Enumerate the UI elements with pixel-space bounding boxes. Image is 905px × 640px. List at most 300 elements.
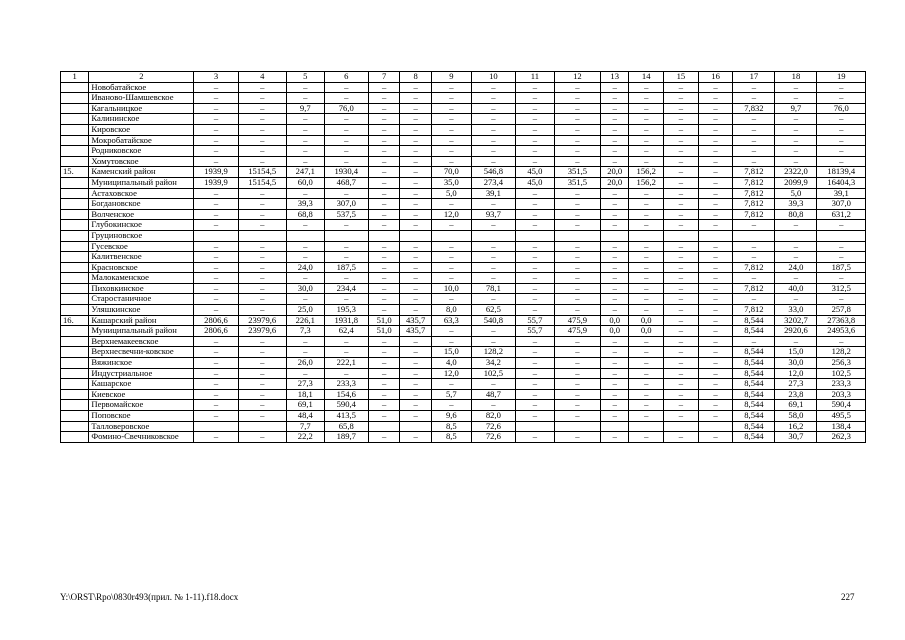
value-cell: – [368, 411, 400, 422]
value-cell: – [431, 241, 471, 252]
value-cell: 27,3 [286, 379, 324, 390]
value-cell: – [775, 252, 817, 263]
value-cell: 9,7 [286, 103, 324, 114]
value-cell: – [238, 156, 286, 167]
table-row [61, 156, 866, 167]
value-cell: – [629, 135, 664, 146]
value-cell: – [194, 156, 238, 167]
value-cell: – [194, 82, 238, 93]
value-cell: – [471, 241, 515, 252]
value-cell: 8,544 [733, 432, 775, 443]
value-cell: – [698, 347, 733, 358]
value-cell: – [515, 146, 554, 157]
value-cell: 24,0 [775, 262, 817, 273]
value-cell: – [554, 432, 600, 443]
value-cell [400, 421, 432, 432]
value-cell: 7,812 [733, 199, 775, 210]
column-number-header: 11 [515, 72, 554, 83]
value-cell: – [698, 199, 733, 210]
value-cell: – [554, 411, 600, 422]
value-cell: – [601, 347, 629, 358]
value-cell: 2322,0 [775, 167, 817, 178]
value-cell: – [368, 262, 400, 273]
value-cell: – [817, 135, 866, 146]
value-cell: – [698, 294, 733, 305]
value-cell: 537,5 [324, 209, 368, 220]
row-number-cell [61, 347, 89, 358]
value-cell [664, 421, 699, 432]
value-cell: – [324, 252, 368, 263]
value-cell: – [515, 294, 554, 305]
value-cell: 273,4 [471, 177, 515, 188]
value-cell: – [733, 82, 775, 93]
value-cell: – [238, 389, 286, 400]
value-cell: – [238, 146, 286, 157]
value-cell: – [286, 82, 324, 93]
value-cell: – [601, 156, 629, 167]
table-row [61, 421, 866, 432]
value-cell: – [368, 103, 400, 114]
value-cell: – [554, 283, 600, 294]
value-cell [698, 421, 733, 432]
value-cell: 4,0 [431, 358, 471, 369]
value-cell: 72,6 [471, 432, 515, 443]
row-number-cell [61, 209, 89, 220]
value-cell: – [194, 93, 238, 104]
value-cell [554, 230, 600, 241]
value-cell: – [471, 156, 515, 167]
value-cell: – [324, 156, 368, 167]
table-row [61, 347, 866, 358]
value-cell: – [515, 241, 554, 252]
value-cell: 1939,9 [194, 177, 238, 188]
value-cell: – [368, 241, 400, 252]
value-cell: 495,5 [817, 411, 866, 422]
value-cell: 8,544 [733, 368, 775, 379]
row-number-cell [61, 230, 89, 241]
value-cell: 8,544 [733, 389, 775, 400]
value-cell: – [698, 146, 733, 157]
value-cell: – [664, 199, 699, 210]
value-cell [698, 230, 733, 241]
value-cell: – [471, 379, 515, 390]
table-row [61, 188, 866, 199]
value-cell: – [368, 336, 400, 347]
value-cell: – [238, 358, 286, 369]
value-cell: – [368, 305, 400, 316]
table-row [61, 411, 866, 422]
value-cell: – [733, 93, 775, 104]
value-cell: – [431, 400, 471, 411]
value-cell: – [368, 135, 400, 146]
table-row [61, 389, 866, 400]
value-cell: – [431, 379, 471, 390]
value-cell: – [431, 146, 471, 157]
municipality-name-cell: Кашарское [89, 379, 194, 390]
value-cell: – [286, 241, 324, 252]
value-cell: – [368, 358, 400, 369]
value-cell: 39,3 [775, 199, 817, 210]
value-cell: – [698, 167, 733, 178]
value-cell: – [400, 199, 432, 210]
value-cell: – [817, 273, 866, 284]
value-cell: – [515, 262, 554, 273]
value-cell [324, 230, 368, 241]
value-cell: – [775, 93, 817, 104]
value-cell: – [629, 103, 664, 114]
value-cell: – [194, 400, 238, 411]
value-cell: – [698, 241, 733, 252]
value-cell: 8,544 [733, 358, 775, 369]
value-cell: – [554, 220, 600, 231]
value-cell: – [238, 93, 286, 104]
value-cell: – [471, 146, 515, 157]
value-cell: 30,0 [775, 358, 817, 369]
value-cell: 80,8 [775, 209, 817, 220]
value-cell: – [698, 273, 733, 284]
table-row [61, 379, 866, 390]
value-cell: – [324, 93, 368, 104]
value-cell: 413,5 [324, 411, 368, 422]
value-cell: – [515, 305, 554, 316]
municipality-name-cell: Талловеровское [89, 421, 194, 432]
value-cell: – [733, 273, 775, 284]
value-cell: – [664, 273, 699, 284]
value-cell: – [698, 209, 733, 220]
value-cell: 16,2 [775, 421, 817, 432]
value-cell: – [733, 156, 775, 167]
column-number-header: 12 [554, 72, 600, 83]
value-cell: – [817, 336, 866, 347]
value-cell: 351,5 [554, 167, 600, 178]
value-cell: – [629, 368, 664, 379]
value-cell: 2099,9 [775, 177, 817, 188]
row-number-cell [61, 135, 89, 146]
value-cell: – [400, 389, 432, 400]
value-cell: – [368, 273, 400, 284]
value-cell: 39,3 [286, 199, 324, 210]
value-cell: 7,7 [286, 421, 324, 432]
municipality-name-cell: Калининское [89, 114, 194, 125]
value-cell: – [194, 199, 238, 210]
value-cell: – [629, 146, 664, 157]
table-row [61, 124, 866, 135]
value-cell: – [629, 82, 664, 93]
value-cell: 8,544 [733, 315, 775, 326]
row-number-cell [61, 400, 89, 411]
value-cell: – [601, 252, 629, 263]
value-cell: – [431, 93, 471, 104]
value-cell: – [194, 294, 238, 305]
value-cell: – [368, 432, 400, 443]
value-cell: – [601, 82, 629, 93]
value-cell: – [238, 400, 286, 411]
value-cell: – [238, 347, 286, 358]
table-row [61, 283, 866, 294]
value-cell [775, 230, 817, 241]
value-cell: – [733, 294, 775, 305]
municipality-name-cell: Верхнемакеевское [89, 336, 194, 347]
value-cell: – [515, 400, 554, 411]
value-cell: 435,7 [400, 315, 432, 326]
value-cell: – [664, 294, 699, 305]
value-cell: – [400, 400, 432, 411]
value-cell: – [400, 252, 432, 263]
municipality-name-cell: Кагальницкое [89, 103, 194, 114]
value-cell: – [400, 358, 432, 369]
value-cell: 7,812 [733, 209, 775, 220]
value-cell: – [471, 273, 515, 284]
row-number-cell [61, 114, 89, 125]
value-cell: – [431, 103, 471, 114]
value-cell: – [698, 326, 733, 337]
value-cell: – [554, 241, 600, 252]
value-cell: – [400, 283, 432, 294]
value-cell: – [698, 283, 733, 294]
value-cell: – [238, 241, 286, 252]
value-cell: – [194, 209, 238, 220]
value-cell: – [698, 114, 733, 125]
value-cell: – [664, 400, 699, 411]
value-cell: – [698, 389, 733, 400]
value-cell: – [368, 294, 400, 305]
value-cell: 76,0 [817, 103, 866, 114]
value-cell: – [515, 156, 554, 167]
value-cell: 0,0 [601, 315, 629, 326]
value-cell: – [324, 114, 368, 125]
municipality-name-cell: Пиховкинское [89, 283, 194, 294]
value-cell: – [629, 336, 664, 347]
value-cell: 26,0 [286, 358, 324, 369]
value-cell: – [400, 103, 432, 114]
municipality-name-cell: Вяжинское [89, 358, 194, 369]
value-cell: – [194, 379, 238, 390]
value-cell: – [400, 209, 432, 220]
column-number-header: 14 [629, 72, 664, 83]
value-cell: 20,0 [601, 167, 629, 178]
row-number-cell [61, 124, 89, 135]
value-cell: – [817, 93, 866, 104]
value-cell: – [368, 177, 400, 188]
value-cell: – [554, 82, 600, 93]
value-cell: 30,7 [775, 432, 817, 443]
value-cell: – [601, 220, 629, 231]
value-cell: – [629, 273, 664, 284]
value-cell: 23979,6 [238, 326, 286, 337]
value-cell [238, 421, 286, 432]
value-cell: – [629, 209, 664, 220]
table-row [61, 177, 866, 188]
value-cell: – [238, 368, 286, 379]
value-cell: – [664, 379, 699, 390]
value-cell: – [238, 188, 286, 199]
row-number-cell [61, 252, 89, 263]
value-cell: – [601, 294, 629, 305]
value-cell: – [733, 241, 775, 252]
value-cell: – [324, 188, 368, 199]
municipality-name-cell: Муниципальный район [89, 177, 194, 188]
value-cell: – [554, 93, 600, 104]
value-cell: 69,1 [286, 400, 324, 411]
value-cell: – [368, 347, 400, 358]
value-cell: – [194, 135, 238, 146]
value-cell: – [554, 368, 600, 379]
value-cell: 5,0 [431, 188, 471, 199]
value-cell: 187,5 [324, 262, 368, 273]
municipality-name-cell: Астаховское [89, 188, 194, 199]
value-cell: – [324, 241, 368, 252]
value-cell [554, 421, 600, 432]
value-cell: 187,5 [817, 262, 866, 273]
value-cell: – [817, 114, 866, 125]
value-cell: – [471, 114, 515, 125]
value-cell: – [629, 114, 664, 125]
page-number: 227 [841, 592, 855, 602]
value-cell: – [515, 347, 554, 358]
value-cell: 55,7 [515, 315, 554, 326]
value-cell: – [601, 262, 629, 273]
value-cell: – [629, 283, 664, 294]
table-row [61, 294, 866, 305]
row-number-cell [61, 93, 89, 104]
value-cell: – [324, 82, 368, 93]
value-cell: – [471, 199, 515, 210]
value-cell: – [238, 305, 286, 316]
value-cell: – [601, 135, 629, 146]
value-cell: – [238, 273, 286, 284]
value-cell: – [601, 336, 629, 347]
value-cell: – [554, 124, 600, 135]
value-cell: – [629, 199, 664, 210]
value-cell: – [400, 135, 432, 146]
row-number-cell [61, 273, 89, 284]
value-cell: – [698, 358, 733, 369]
value-cell: 262,3 [817, 432, 866, 443]
value-cell: 51,0 [368, 326, 400, 337]
value-cell: 7,812 [733, 188, 775, 199]
value-cell: – [601, 432, 629, 443]
value-cell: – [400, 93, 432, 104]
municipality-name-cell: Малокаменское [89, 273, 194, 284]
value-cell: – [601, 199, 629, 210]
value-cell: – [400, 411, 432, 422]
value-cell: – [554, 273, 600, 284]
value-cell [368, 230, 400, 241]
value-cell: 45,0 [515, 167, 554, 178]
value-cell: 12,0 [431, 209, 471, 220]
value-cell: – [286, 347, 324, 358]
value-cell: 82,0 [471, 411, 515, 422]
value-cell: – [601, 209, 629, 220]
row-number-cell [61, 146, 89, 157]
table-row [61, 220, 866, 231]
column-number-header: 9 [431, 72, 471, 83]
value-cell: – [698, 135, 733, 146]
municipality-name-cell: Киевское [89, 389, 194, 400]
value-cell: – [368, 389, 400, 400]
municipality-name-cell: Красновское [89, 262, 194, 273]
value-cell: 48,4 [286, 411, 324, 422]
value-cell [368, 421, 400, 432]
value-cell: 590,4 [817, 400, 866, 411]
value-cell: 65,8 [324, 421, 368, 432]
table-row [61, 209, 866, 220]
value-cell: 0,0 [629, 315, 664, 326]
value-cell: – [238, 103, 286, 114]
value-cell: – [194, 262, 238, 273]
value-cell: 128,2 [471, 347, 515, 358]
value-cell: – [368, 252, 400, 263]
value-cell: – [400, 305, 432, 316]
value-cell: – [194, 124, 238, 135]
value-cell: – [194, 103, 238, 114]
value-cell: – [601, 124, 629, 135]
value-cell: 8,5 [431, 432, 471, 443]
value-cell: 10,0 [431, 283, 471, 294]
row-number-cell [61, 421, 89, 432]
value-cell: – [664, 336, 699, 347]
value-cell: – [601, 188, 629, 199]
value-cell: – [471, 103, 515, 114]
value-cell: – [554, 400, 600, 411]
value-cell [194, 230, 238, 241]
value-cell: – [431, 252, 471, 263]
value-cell: – [554, 199, 600, 210]
value-cell: – [400, 262, 432, 273]
value-cell: – [601, 273, 629, 284]
value-cell: – [664, 283, 699, 294]
value-cell: – [194, 252, 238, 263]
value-cell: – [554, 347, 600, 358]
municipality-name-cell: Калитвенское [89, 252, 194, 263]
value-cell: – [601, 400, 629, 411]
value-cell: – [629, 347, 664, 358]
value-cell: – [629, 93, 664, 104]
value-cell: – [554, 379, 600, 390]
value-cell: – [324, 124, 368, 135]
value-cell: – [664, 124, 699, 135]
value-cell: – [471, 124, 515, 135]
value-cell: – [664, 135, 699, 146]
value-cell: – [368, 82, 400, 93]
value-cell: – [368, 220, 400, 231]
value-cell: – [698, 156, 733, 167]
value-cell: – [664, 188, 699, 199]
municipality-name-cell: Муниципальный район [89, 326, 194, 337]
value-cell: 8,544 [733, 326, 775, 337]
value-cell: – [368, 124, 400, 135]
value-cell: – [515, 103, 554, 114]
value-cell: 58,0 [775, 411, 817, 422]
value-cell: 8,0 [431, 305, 471, 316]
value-cell: – [775, 82, 817, 93]
value-cell: – [238, 252, 286, 263]
table-row [61, 241, 866, 252]
value-cell: – [400, 156, 432, 167]
value-cell: – [286, 220, 324, 231]
value-cell: 7,812 [733, 177, 775, 188]
value-cell: – [698, 82, 733, 93]
value-cell: – [515, 114, 554, 125]
value-cell: – [601, 241, 629, 252]
value-cell: – [775, 241, 817, 252]
value-cell: – [431, 294, 471, 305]
value-cell: 256,3 [817, 358, 866, 369]
value-cell: 0,0 [629, 326, 664, 337]
value-cell: 62,4 [324, 326, 368, 337]
value-cell: 3202,7 [775, 315, 817, 326]
value-cell: 189,7 [324, 432, 368, 443]
